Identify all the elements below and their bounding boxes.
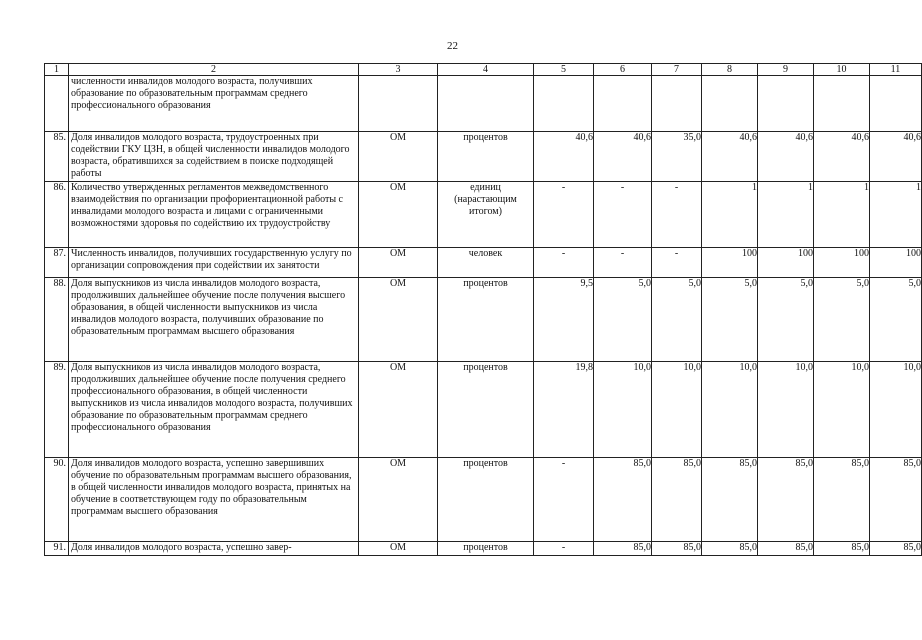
indicator-source: ОМ — [359, 362, 438, 458]
indicator-value: 85,0 — [870, 542, 922, 556]
indicator-value — [758, 76, 814, 132]
table-row — [45, 278, 922, 362]
indicators-table — [44, 63, 922, 556]
indicator-value: 85,0 — [594, 458, 652, 542]
row-number: 87. — [45, 248, 69, 278]
row-number — [45, 76, 69, 132]
indicator-value: 100 — [814, 248, 870, 278]
indicator-value: 1 — [702, 182, 758, 248]
indicator-value: 100 — [702, 248, 758, 278]
indicator-value: 85,0 — [814, 458, 870, 542]
indicator-value: 40,6 — [594, 132, 652, 182]
indicator-source: ОМ — [359, 132, 438, 182]
row-number: 89. — [45, 362, 69, 458]
indicator-value: 85,0 — [702, 458, 758, 542]
row-number: 85. — [45, 132, 69, 182]
indicator-value: 40,6 — [758, 132, 814, 182]
indicator-value: - — [534, 542, 594, 556]
table-row — [45, 458, 922, 542]
indicator-value: 35,0 — [652, 132, 702, 182]
indicator-value: 19,8 — [534, 362, 594, 458]
column-number: 5 — [534, 64, 594, 76]
indicator-value: - — [594, 248, 652, 278]
indicator-value: 1 — [758, 182, 814, 248]
column-number: 4 — [438, 64, 534, 76]
row-number: 88. — [45, 278, 69, 362]
indicator-value: 5,0 — [652, 278, 702, 362]
indicator-value: 85,0 — [870, 458, 922, 542]
column-number: 3 — [359, 64, 438, 76]
indicator-unit: процентов — [438, 362, 534, 458]
row-number: 90. — [45, 458, 69, 542]
indicator-value: - — [534, 458, 594, 542]
indicator-value — [870, 76, 922, 132]
column-number: 8 — [702, 64, 758, 76]
row-number: 86. — [45, 182, 69, 248]
indicator-value: 10,0 — [758, 362, 814, 458]
indicator-value: 40,6 — [534, 132, 594, 182]
indicator-value: 85,0 — [702, 542, 758, 556]
table-row — [45, 182, 922, 248]
indicator-value: 9,5 — [534, 278, 594, 362]
indicator-value: 5,0 — [814, 278, 870, 362]
table-row — [45, 132, 922, 182]
indicator-value: 85,0 — [814, 542, 870, 556]
indicator-source: ОМ — [359, 182, 438, 248]
indicator-source: ОМ — [359, 542, 438, 556]
column-number: 2 — [69, 64, 359, 76]
indicator-value: 85,0 — [594, 542, 652, 556]
indicator-value — [534, 76, 594, 132]
indicator-value: 40,6 — [870, 132, 922, 182]
indicator-value: 10,0 — [702, 362, 758, 458]
indicator-value: 1 — [814, 182, 870, 248]
indicator-unit: процентов — [438, 458, 534, 542]
indicator-value: 1 — [870, 182, 922, 248]
indicator-unit: процентов — [438, 278, 534, 362]
column-number: 6 — [594, 64, 652, 76]
indicator-name: численности инвалидов молодого возраста, получивших образование по образовательным программам среднего профессионального образования — [69, 76, 359, 132]
indicator-name: Доля выпускников из числа инвалидов молодого возраста, продолживших дальнейшее обучение после получения среднего профессионального образования, в общей численности выпускников из числа инвалидов молодого возраста, получивших образование по образовательным программам среднего профессионального образования — [69, 362, 359, 458]
indicator-value: 10,0 — [652, 362, 702, 458]
indicator-name: Доля инвалидов молодого возраста, успешно завер- — [69, 542, 359, 556]
indicator-value — [814, 76, 870, 132]
indicator-value: 5,0 — [758, 278, 814, 362]
indicator-unit: процентов — [438, 542, 534, 556]
table-row — [45, 76, 922, 132]
indicator-value: 85,0 — [652, 458, 702, 542]
indicator-value: - — [534, 182, 594, 248]
table-row — [45, 542, 922, 556]
indicator-value: 10,0 — [814, 362, 870, 458]
indicator-name: Доля выпускников из числа инвалидов молодого возраста, продолживших дальнейшее обучение после получения высшего образования, в общей численности выпускников из числа инвалидов молодого возраста, получивших образование по образовательным программам высшего образования — [69, 278, 359, 362]
column-number: 1 — [45, 64, 69, 76]
indicator-unit: процентов — [438, 132, 534, 182]
indicator-value: - — [652, 248, 702, 278]
indicator-value: 5,0 — [870, 278, 922, 362]
indicator-name: Доля инвалидов молодого возраста, трудоустроенных при содействии ГКУ ЦЗН, в общей численности инвалидов молодого возраста, обратившихся за содействием в поиске подходящей работы — [69, 132, 359, 182]
table-row — [45, 248, 922, 278]
indicator-source: ОМ — [359, 248, 438, 278]
indicator-name: Количество утвержденных регламентов межведомственного взаимодействия по организации профориентационной работы с инвалидами молодого возраста и лицами с ограниченными возможностями здоровья по содействию их трудоустройству — [69, 182, 359, 248]
indicator-value: 85,0 — [758, 458, 814, 542]
indicator-source — [359, 76, 438, 132]
indicator-value: 85,0 — [652, 542, 702, 556]
indicator-source: ОМ — [359, 278, 438, 362]
column-number: 7 — [652, 64, 702, 76]
indicator-value: 5,0 — [702, 278, 758, 362]
column-number: 10 — [814, 64, 870, 76]
indicator-name: Доля инвалидов молодого возраста, успешно завершивших обучение по образовательным программам высшего образования, в общей численности инвалидов молодого возраста, принятых на обучение в соответствующем году по образовательным программам высшего образования — [69, 458, 359, 542]
indicator-source: ОМ — [359, 458, 438, 542]
indicator-value: 5,0 — [594, 278, 652, 362]
indicator-value: 100 — [870, 248, 922, 278]
indicator-value: 40,6 — [814, 132, 870, 182]
column-number: 9 — [758, 64, 814, 76]
indicator-unit: человек — [438, 248, 534, 278]
indicator-value — [594, 76, 652, 132]
indicator-name: Численность инвалидов, получивших государственную услугу по организации сопровождения при содействии их занятости — [69, 248, 359, 278]
table-row — [45, 362, 922, 458]
indicator-value — [652, 76, 702, 132]
indicator-unit: единиц (нарастающим итогом) — [438, 182, 534, 248]
indicator-value: - — [594, 182, 652, 248]
indicator-value: 40,6 — [702, 132, 758, 182]
page-number: 22 — [447, 40, 458, 52]
indicator-value — [702, 76, 758, 132]
column-number: 11 — [870, 64, 922, 76]
indicator-value: - — [652, 182, 702, 248]
indicator-value: - — [534, 248, 594, 278]
column-number-row — [45, 64, 922, 76]
indicator-value: 10,0 — [870, 362, 922, 458]
indicator-value: 85,0 — [758, 542, 814, 556]
indicator-unit — [438, 76, 534, 132]
indicator-value: 10,0 — [594, 362, 652, 458]
indicator-value: 100 — [758, 248, 814, 278]
row-number: 91. — [45, 542, 69, 556]
